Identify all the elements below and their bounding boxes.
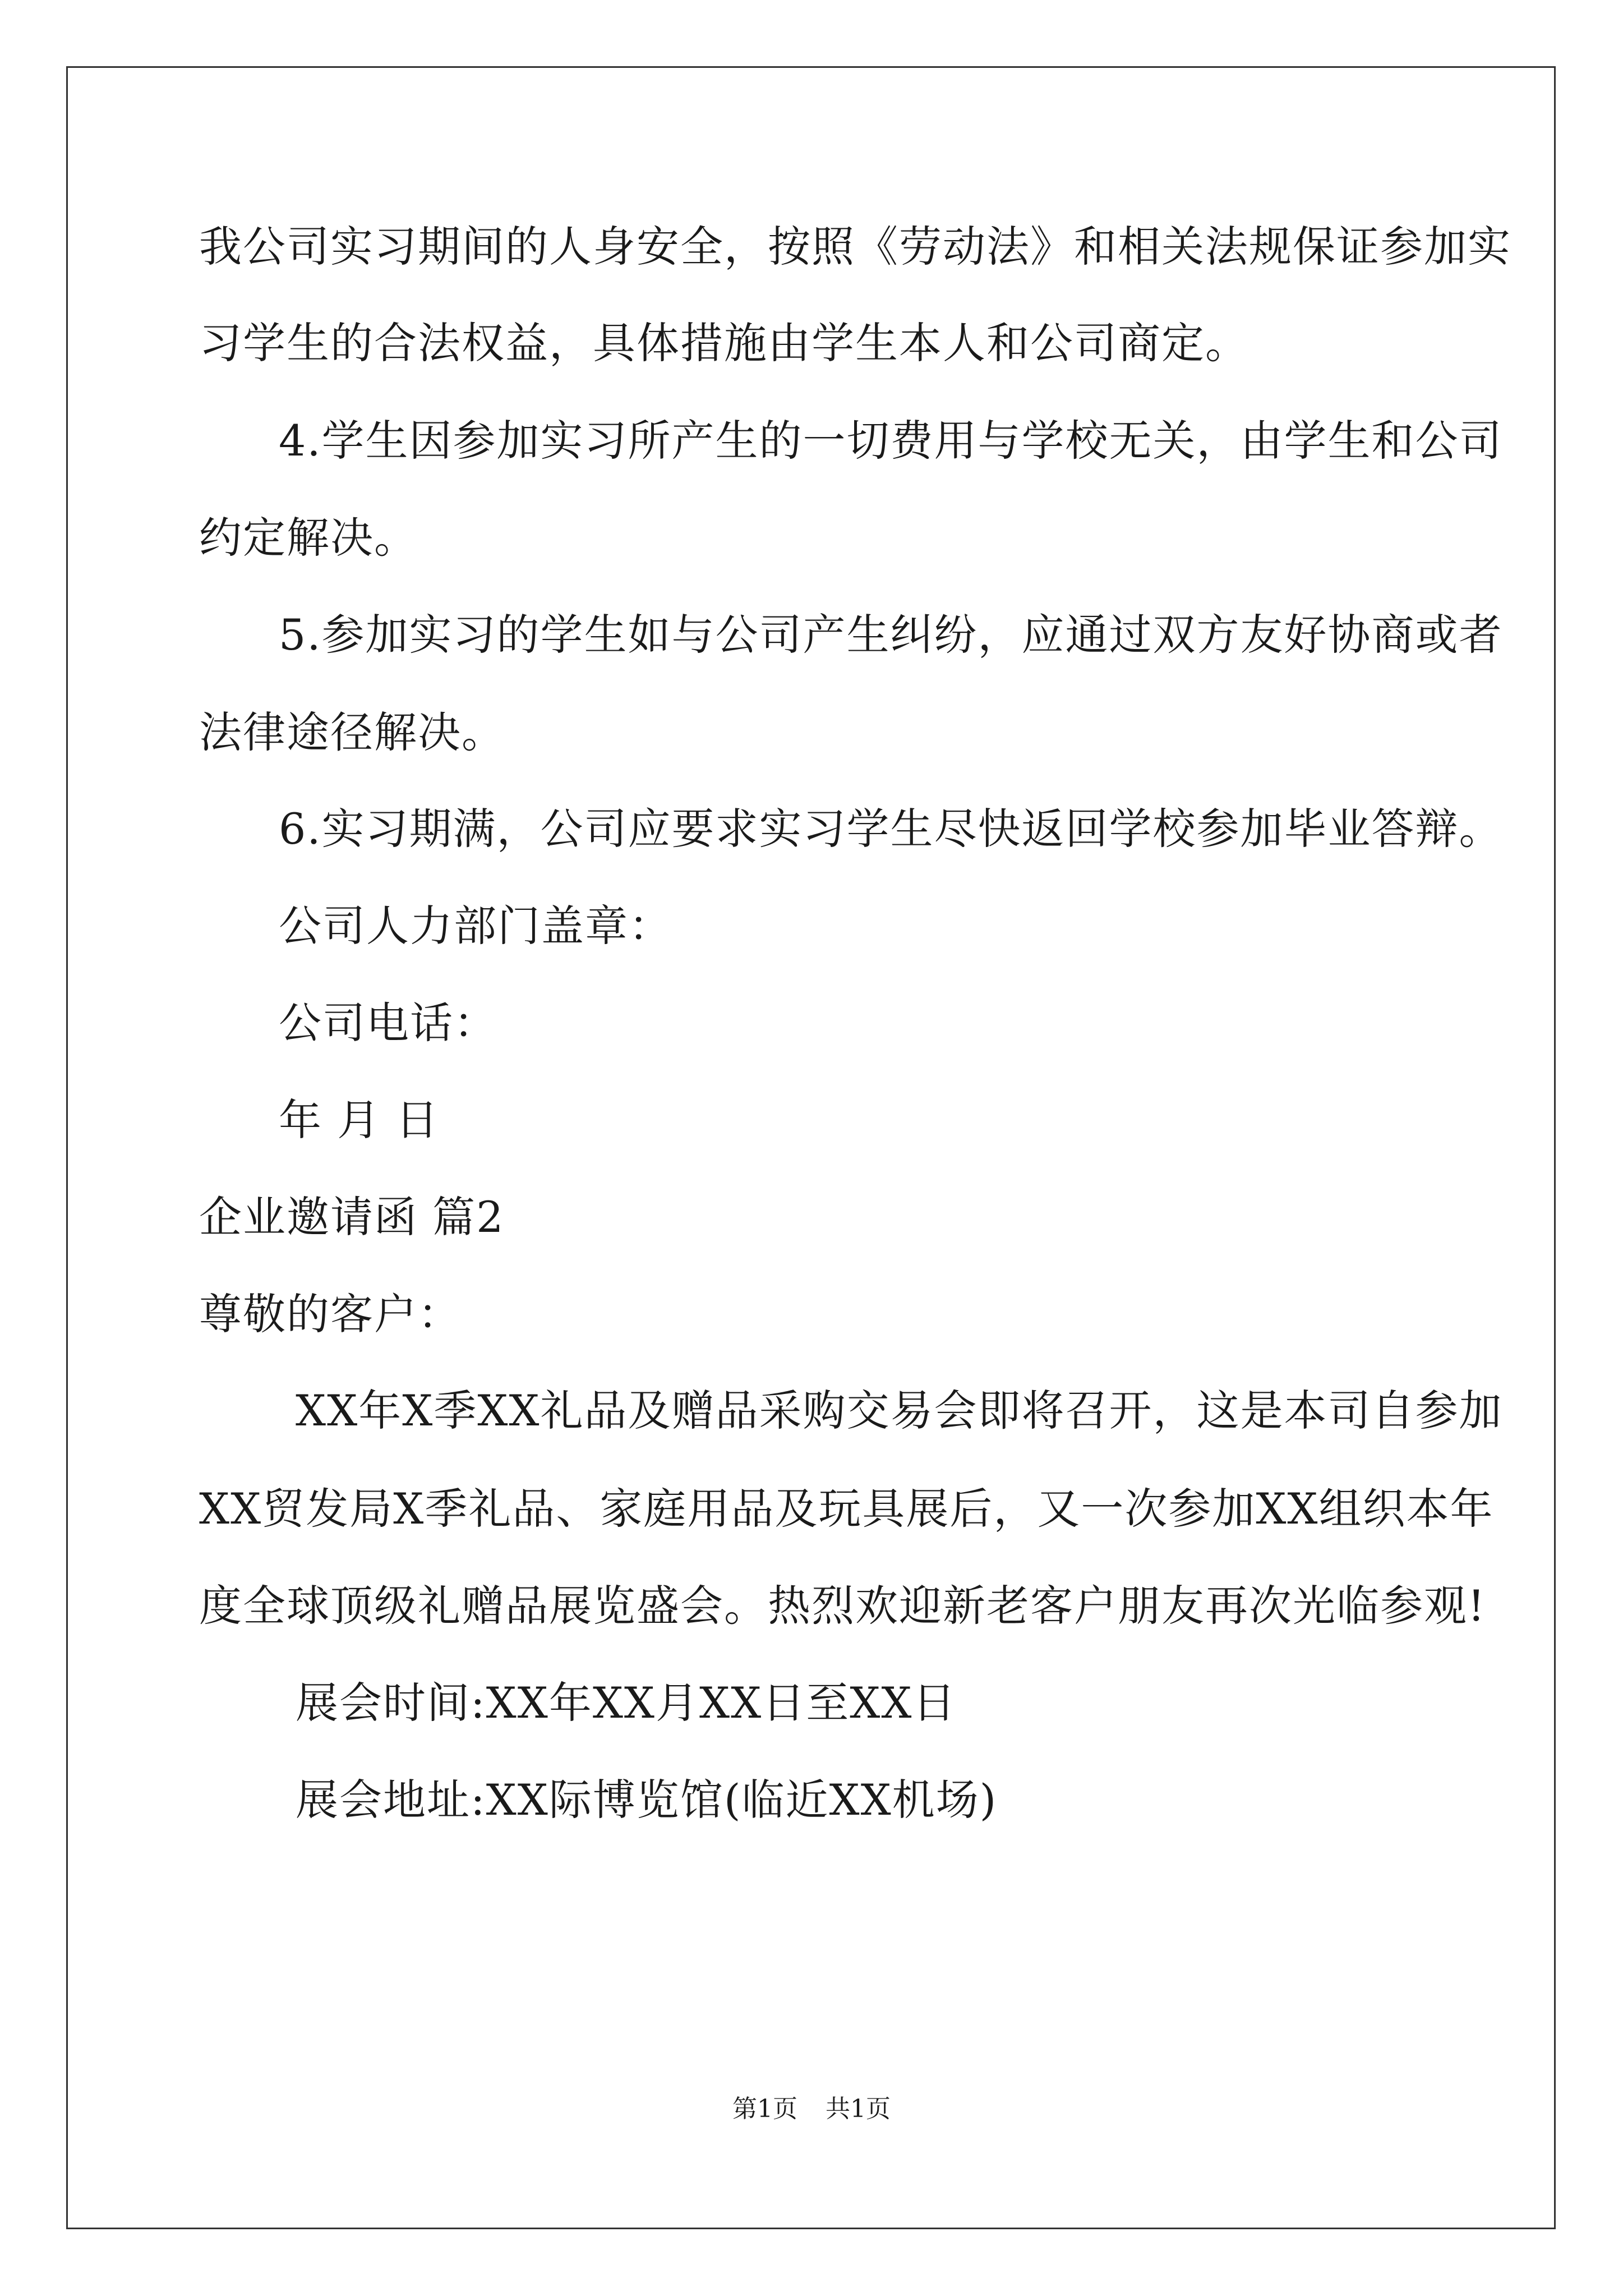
page-number-current: 第1页 bbox=[732, 2095, 797, 2123]
text-line: 习学生的合法权益，具体措施由学生本人和公司商定。 bbox=[199, 318, 1249, 368]
text-line: 6.实习期满，公司应要求实习学生尽快返回学校参加毕业答辩。 bbox=[279, 804, 1503, 854]
text-line: 4.学生因参加实习所产生的一切费用与学校无关，由学生和公司 bbox=[279, 416, 1503, 466]
text-line: 公司电话： bbox=[279, 998, 497, 1048]
text-line: XX贸发局X季礼品、家庭用品及玩具展后，又一次参加XX组织本年 bbox=[199, 1484, 1494, 1534]
text-line: 公司人力部门盖章： bbox=[279, 901, 672, 951]
text-line: 我公司实习期间的人身安全，按照《劳动法》和相关法规保证参加实 bbox=[199, 222, 1511, 272]
page-footer bbox=[0, 2092, 1623, 2126]
text-line: 5.参加实习的学生如与公司产生纠纷，应通过双方友好协商或者 bbox=[279, 610, 1503, 660]
text-line: 展会时间:XX年XX月XX日至XX日 bbox=[296, 1678, 957, 1728]
text-line: 年 月 日 bbox=[279, 1095, 440, 1145]
page-number-total: 共1页 bbox=[826, 2095, 891, 2123]
text-line: XX年X季XX礼品及赠品采购交易会即将召开，这是本司自参加 bbox=[296, 1386, 1503, 1435]
text-line: 约定解决。 bbox=[199, 513, 418, 563]
text-line: 法律途径解决。 bbox=[199, 707, 505, 757]
section-heading: 企业邀请函 篇2 bbox=[199, 1192, 505, 1242]
salutation: 尊敬的客户： bbox=[199, 1289, 462, 1339]
text-line: 展会地址:XX际博览馆(临近XX机场) bbox=[296, 1775, 998, 1825]
text-line: 度全球顶级礼赠品展览盛会。热烈欢迎新老客户朋友再次光临参观! bbox=[199, 1581, 1486, 1631]
